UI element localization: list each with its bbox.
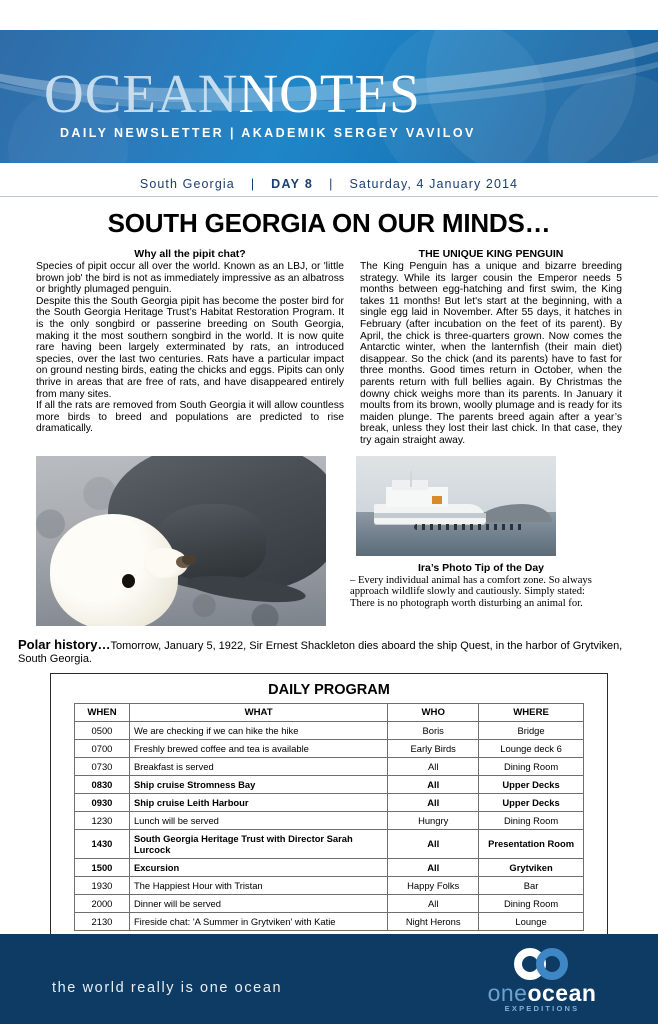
dark-pup-nose xyxy=(182,554,196,565)
right-article-body xyxy=(360,261,622,447)
cell-when: 0830 xyxy=(75,775,130,793)
cell-when: 1430 xyxy=(75,829,130,858)
cell-when: 0730 xyxy=(75,757,130,775)
cell-when: 0500 xyxy=(75,721,130,739)
cell-what: South Georgia Heritage Trust with Director Sarah Lurcock xyxy=(129,829,387,858)
cell-where: Upper Decks xyxy=(479,775,584,793)
cell-when: 2000 xyxy=(75,894,130,912)
logo-ring-blue xyxy=(536,948,568,980)
column-header-where: WHERE xyxy=(479,703,584,721)
photo-tip-title: Ira’s Photo Tip of the Day xyxy=(417,561,544,574)
cell-when: 1930 xyxy=(75,876,130,894)
logo-word-one: one xyxy=(487,980,528,1006)
table-row xyxy=(75,912,584,930)
masthead-subtitle: DAILY NEWSLETTER | AKADEMIK SERGEY VAVILOV xyxy=(60,126,476,140)
cell-what: Excursion xyxy=(129,858,387,876)
table-row xyxy=(75,739,584,757)
ship-lifeboat xyxy=(432,496,442,504)
date-bar-location: South Georgia xyxy=(139,177,235,191)
left-article-body xyxy=(36,261,344,435)
cell-when: 0930 xyxy=(75,793,130,811)
cell-where: Dining Room xyxy=(479,811,584,829)
masthead-title xyxy=(44,63,421,124)
expedition-ship-photo xyxy=(356,456,556,556)
cell-what: Fireside chat: 'A Summer in Grytviken' with Katie xyxy=(129,912,387,930)
cell-where: Grytviken xyxy=(479,858,584,876)
cell-what: The Happiest Hour with Tristan xyxy=(129,876,387,894)
photo-tip-body: – Every individual animal has a comfort zone. So always approach wildlife slowly and cautiously. Simply stated: There is no photograph worth disturbing an animal for. xyxy=(350,574,592,610)
cell-who: All xyxy=(388,829,479,858)
cell-where: Bar xyxy=(479,876,584,894)
right-article-heading: THE UNIQUE KING PENGUIN xyxy=(418,248,564,260)
daily-program-body xyxy=(75,721,584,930)
table-row xyxy=(75,829,584,858)
page-top-margin xyxy=(0,0,658,30)
cell-when: 0700 xyxy=(75,739,130,757)
page-title: SOUTH GEORGIA ON OUR MINDS… xyxy=(107,208,551,238)
cell-who: Hungry xyxy=(388,811,479,829)
cell-who: All xyxy=(388,894,479,912)
paragraph: Species of pipit occur all over the world. Known as an LBJ, or 'little brown job' the bird is not as immediately impressive as an albatross or brightly plumaged penguin. xyxy=(36,261,344,296)
cell-what: Breakfast is served xyxy=(129,757,387,775)
right-article xyxy=(360,248,622,447)
interlocking-circles-icon xyxy=(514,948,576,982)
fur-seal-pups-photo xyxy=(36,456,326,626)
table-row xyxy=(75,894,584,912)
cell-who: All xyxy=(388,775,479,793)
paragraph: If all the rats are removed from South Georgia it will allow countless more birds to breed and populations are predicted to rise dramatically. xyxy=(36,400,344,435)
daily-program-table xyxy=(74,703,584,931)
cell-who: Night Herons xyxy=(388,912,479,930)
ship-mast xyxy=(410,471,412,487)
cell-what: We are checking if we can hike the hike xyxy=(129,721,387,739)
footer-tagline: the world really is one ocean xyxy=(52,980,283,996)
date-bar xyxy=(0,163,658,197)
date-bar-separator: | xyxy=(250,177,256,191)
cell-where: Lounge deck 6 xyxy=(479,739,584,757)
date-bar-date: Saturday, 4 January 2014 xyxy=(349,177,519,191)
left-article-heading: Why all the pipit chat? xyxy=(134,248,246,260)
logo-wordmark xyxy=(462,982,622,1005)
table-row xyxy=(75,757,584,775)
polar-history xyxy=(0,638,658,666)
masthead-title-ocean: OCEAN xyxy=(44,63,239,124)
cell-where: Upper Decks xyxy=(479,793,584,811)
cell-where: Lounge xyxy=(479,912,584,930)
daily-program-title: DAILY PROGRAM xyxy=(268,681,390,698)
table-row xyxy=(75,858,584,876)
cell-what: Freshly brewed coffee and tea is available xyxy=(129,739,387,757)
logo-subtitle: EXPEDITIONS xyxy=(504,1004,580,1013)
polar-history-label: Polar history… xyxy=(18,636,111,652)
paragraph: The King Penguin has a unique and bizarre breeding strategy. While its larger cousin the Emperor needs 5 months between egg-hatching and first swim, the King takes 11 months! But let's start at the beginning, with a single egg laid in November. After 55 days, it hatches in February (after incubation on the feet of its parent). By April, the chick is three-quarters grown. Now comes the Antarctic winter, when the lanternfish (their main diet) disappear. So the chick (and its parents) have to fast for three months. Good times return in October, when the parents return with full bellies again. By Christmas the downy chick weighs more than its parents. In January it moults from its brown, woolly plumage and is ready for its maiden plunge. The parents breed again after a year’s break, unless they lost their last chick. In that case, they try again straight away. xyxy=(360,261,622,446)
polar-history-text: Tomorrow, January 5, 1922, Sir Ernest Shackleton dies aboard the ship Quest, in the harbor of Grytviken, South Georgia. xyxy=(18,639,623,665)
logo-word-ocean: ocean xyxy=(527,980,597,1006)
left-article xyxy=(36,248,344,435)
cell-what: Ship cruise Stromness Bay xyxy=(129,775,387,793)
cell-what: Ship cruise Leith Harbour xyxy=(129,793,387,811)
table-row xyxy=(75,811,584,829)
cell-when: 1500 xyxy=(75,858,130,876)
cell-where: Dining Room xyxy=(479,757,584,775)
cell-what: Dinner will be served xyxy=(129,894,387,912)
table-row xyxy=(75,721,584,739)
cell-who: All xyxy=(388,793,479,811)
cell-where: Dining Room xyxy=(479,894,584,912)
cell-where: Presentation Room xyxy=(479,829,584,858)
table-row xyxy=(75,876,584,894)
cell-who: Happy Folks xyxy=(388,876,479,894)
cell-who: Boris xyxy=(388,721,479,739)
swimming-penguins xyxy=(414,524,524,530)
date-bar-day: DAY 8 xyxy=(271,177,314,191)
cell-what: Lunch will be served xyxy=(129,811,387,829)
masthead-title-notes: NOTES xyxy=(238,63,421,124)
photo-tip-block xyxy=(350,456,612,610)
ship-hull-band xyxy=(374,513,486,518)
one-ocean-logo xyxy=(462,948,622,1014)
white-pup-eye xyxy=(122,574,135,588)
daily-program-box xyxy=(50,673,608,960)
cell-when: 1230 xyxy=(75,811,130,829)
cell-who: All xyxy=(388,757,479,775)
column-header-what: WHAT xyxy=(129,703,387,721)
cell-where: Bridge xyxy=(479,721,584,739)
cell-when: 2130 xyxy=(75,912,130,930)
table-row xyxy=(75,793,584,811)
column-header-who: WHO xyxy=(388,703,479,721)
media-row xyxy=(0,456,658,626)
masthead-banner xyxy=(0,30,658,163)
table-header-row xyxy=(75,703,584,721)
page-footer xyxy=(0,934,658,1024)
cell-who: Early Birds xyxy=(388,739,479,757)
column-header-when: WHEN xyxy=(75,703,130,721)
cell-who: All xyxy=(388,858,479,876)
date-bar-separator: | xyxy=(329,177,334,191)
article-columns xyxy=(0,248,658,447)
table-row xyxy=(75,775,584,793)
paragraph: Despite this the South Georgia pipit has become the poster bird for the South Georgia Heritage Trust’s Habitat Restoration Program. It is the only songbird or passerine breeding on South Georgia, making it the most southern songbird in the world. It is now quite rare having been largely exterminated by rats, an introduced species, over the last two centuries. Rats have a particular impact on ground nesting birds, eating the chicks and eggs. Pipits can only thrive in areas that are free of rats, and have disappeared entirely from many sites. xyxy=(36,295,344,400)
